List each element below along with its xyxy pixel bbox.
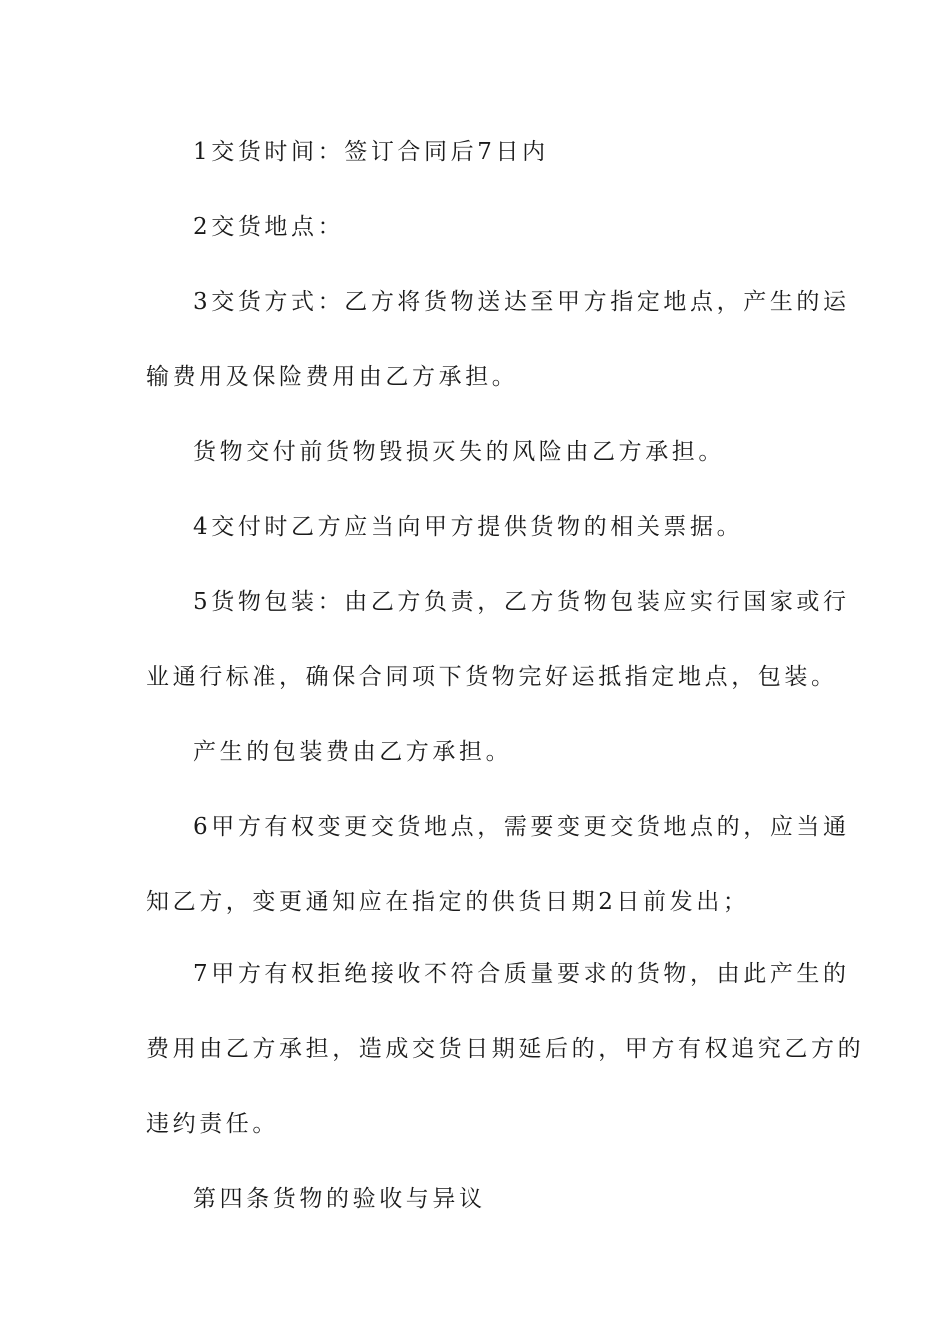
clause-packaging-line2: 业通行标准，确保合同项下货物完好运抵指定地点，包装。 bbox=[146, 664, 838, 690]
clause-invoices: 4交付时乙方应当向甲方提供货物的相关票据。 bbox=[193, 514, 744, 540]
clause-reject-line3: 违约责任。 bbox=[146, 1111, 279, 1137]
clause-change-place-line2: 知乙方，变更通知应在指定的供货日期2日前发出； bbox=[146, 889, 750, 915]
clause-delivery-method-line1: 3交货方式：乙方将货物送达至甲方指定地点，产生的运 bbox=[193, 289, 850, 315]
paragraph-packaging-fee: 产生的包装费由乙方承担。 bbox=[193, 739, 513, 765]
paragraph-risk: 货物交付前货物毁损灭失的风险由乙方承担。 bbox=[193, 439, 725, 465]
section-heading-article-four: 第四条货物的验收与异议 bbox=[193, 1186, 486, 1212]
clause-reject-line1: 7甲方有权拒绝接收不符合质量要求的货物，由此产生的 bbox=[193, 961, 850, 987]
clause-delivery-place: 2交货地点： bbox=[193, 214, 345, 240]
clause-delivery-method-line2: 输费用及保险费用由乙方承担。 bbox=[146, 364, 519, 390]
clause-change-place-line1: 6甲方有权变更交货地点，需要变更交货地点的，应当通 bbox=[193, 814, 850, 840]
clause-delivery-time: 1交货时间：签订合同后7日内 bbox=[193, 139, 549, 165]
clause-reject-line2: 费用由乙方承担，造成交货日期延后的，甲方有权追究乙方的 bbox=[146, 1036, 865, 1062]
clause-packaging-line1: 5货物包装：由乙方负责，乙方货物包装应实行国家或行 bbox=[193, 589, 850, 615]
